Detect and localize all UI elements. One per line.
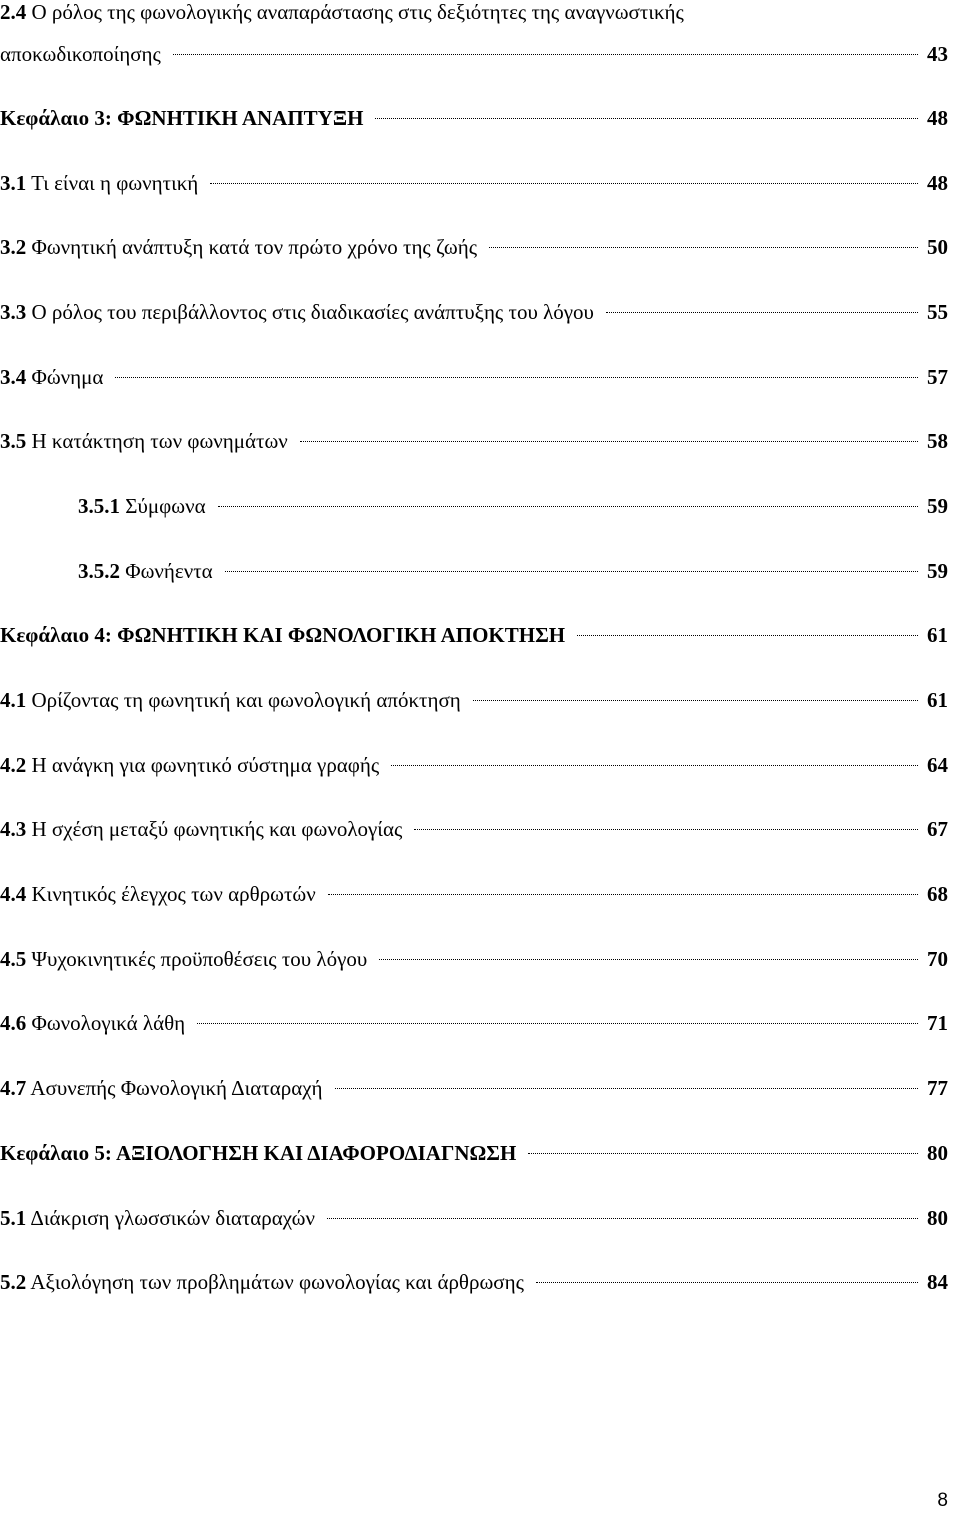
toc-entry-page: 77	[927, 1076, 948, 1100]
toc-entry-page: 55	[927, 300, 948, 324]
toc-entry-number: 3.2	[0, 235, 27, 259]
dot-leader	[115, 373, 918, 378]
toc-entry-page: 59	[927, 559, 948, 583]
dot-leader	[489, 243, 918, 248]
toc-entry-page: 48	[927, 171, 948, 195]
toc-entry-page: 80	[927, 1206, 948, 1230]
toc-chapter-heading[interactable]	[0, 100, 948, 136]
toc-entry-page: 61	[927, 688, 948, 712]
toc-entry[interactable]	[0, 1200, 948, 1236]
toc-entry-title: Ασυνεπής Φωνολογική Διαταραχή	[30, 1076, 323, 1100]
toc-entry-page: 50	[927, 235, 948, 259]
toc-chapter-heading[interactable]	[0, 1135, 948, 1171]
toc-entry-title: Κινητικός έλεγχος των αρθρωτών	[31, 882, 316, 906]
toc-entry-number: 3.5	[0, 429, 27, 453]
toc-entry-page: 43	[927, 42, 948, 66]
toc-entry-title: Κεφάλαιο 3: ΦΩΝΗΤΙΚΗ ΑΝΑΠΤΥΞΗ	[0, 106, 364, 130]
toc-entry-title: Κεφάλαιο 4: ΦΩΝΗΤΙΚΗ ΚΑΙ ΦΩΝΟΛΟΓΙΚΗ ΑΠΟΚΤΗΣΗ	[0, 623, 566, 647]
dot-leader	[473, 696, 918, 701]
toc-entry-number: 3.4	[0, 365, 27, 389]
dot-leader	[225, 567, 918, 572]
toc-entry-title: Ορίζοντας τη φωνητική και φωνολογική απόκτηση	[31, 688, 461, 712]
toc-entry-page: 64	[927, 753, 948, 777]
toc-entry-title: Ο ρόλος της φωνολογικής αναπαράστασης στις δεξιότητες της αναγνωστικής	[31, 0, 684, 24]
dot-leader	[327, 1214, 918, 1219]
dot-leader	[197, 1019, 918, 1024]
toc-entry-number: 4.6	[0, 1011, 27, 1035]
toc-entry-number: 3.3	[0, 300, 27, 324]
toc-entry-number: 5.1	[0, 1206, 27, 1230]
toc-entry-number: 4.1	[0, 688, 27, 712]
toc-entry[interactable]	[0, 229, 948, 265]
toc-entry-continuation	[0, 36, 948, 72]
toc-entry-number: 5.2	[0, 1270, 27, 1294]
toc-entry-title: Ο ρόλος του περιβάλλοντος στις διαδικασίες ανάπτυξης του λόγου	[31, 300, 594, 324]
toc-entry-number: 2.4	[0, 0, 27, 24]
toc-entry-number: 3.5.2	[78, 559, 120, 583]
toc-entry-title: Η σχέση μεταξύ φωνητικής και φωνολογίας	[31, 817, 403, 841]
toc-entry[interactable]	[0, 747, 948, 783]
toc-entry-number: 4.5	[0, 947, 27, 971]
toc-entry-number: 4.2	[0, 753, 27, 777]
toc-entry-title: Αξιολόγηση των προβλημάτων φωνολογίας και άρθρωσης	[30, 1270, 524, 1294]
toc-entry[interactable]	[0, 165, 948, 201]
toc-entry-number: 4.4	[0, 882, 27, 906]
toc-entry-title: Ψυχοκινητικές προϋποθέσεις του λόγου	[31, 947, 368, 971]
toc-entry-title-line	[0, 0, 948, 30]
toc-entry-title: Διάκριση γλωσσικών διαταραχών	[30, 1206, 315, 1230]
toc-entry[interactable]	[0, 1070, 948, 1106]
toc-entry-title: Φωνήεντα	[125, 559, 213, 583]
toc-entry-page: 84	[927, 1270, 948, 1294]
toc-entry[interactable]	[0, 1264, 948, 1300]
toc-entry-page: 57	[927, 365, 948, 389]
toc-entry-page: 80	[927, 1141, 948, 1165]
toc-entry-page: 68	[927, 882, 948, 906]
page-number: 8	[937, 1490, 948, 1511]
toc-entry-title: Φωνητική ανάπτυξη κατά τον πρώτο χρόνο της ζωής	[31, 235, 478, 259]
toc-entry-title-cont: αποκωδικοποίησης	[0, 42, 161, 66]
toc-entry-page: 59	[927, 494, 948, 518]
toc-entry[interactable]	[0, 1005, 948, 1041]
toc-entry[interactable]	[0, 294, 948, 330]
dot-leader	[218, 502, 918, 507]
toc-entry[interactable]	[0, 423, 948, 459]
dot-leader	[335, 1084, 918, 1089]
dot-leader	[173, 50, 918, 55]
toc-entry-title: Φωνολογικά λάθη	[31, 1011, 186, 1035]
dot-leader	[528, 1149, 918, 1154]
toc-entry-page: 48	[927, 106, 948, 130]
toc-entry-title: Η κατάκτηση των φωνημάτων	[31, 429, 288, 453]
dot-leader	[300, 437, 918, 442]
toc-entry-page: 58	[927, 429, 948, 453]
toc-subentry[interactable]	[78, 553, 948, 589]
dot-leader	[606, 308, 918, 313]
toc-entry-title: Σύμφωνα	[125, 494, 206, 518]
toc-entry-number: 4.3	[0, 817, 27, 841]
toc-entry-title: Τι είναι η φωνητική	[31, 171, 199, 195]
dot-leader	[379, 955, 918, 960]
toc-entry-title: Η ανάγκη για φωνητικό σύστημα γραφής	[31, 753, 380, 777]
toc-entry-number: 4.7	[0, 1076, 27, 1100]
dot-leader	[536, 1278, 918, 1283]
dot-leader	[391, 761, 918, 766]
toc-entry-number: 3.5.1	[78, 494, 120, 518]
toc-entry[interactable]	[0, 811, 948, 847]
toc-entry[interactable]	[0, 941, 948, 977]
toc-entry[interactable]	[0, 359, 948, 395]
toc-entry-title: Κεφάλαιο 5: ΑΞΙΟΛΟΓΗΣΗ ΚΑΙ ΔΙΑΦΟΡΟΔΙΑΓΝΩΣΗ	[0, 1141, 517, 1165]
toc-subentry[interactable]	[78, 488, 948, 524]
dot-leader	[328, 890, 918, 895]
toc-entry-page: 70	[927, 947, 948, 971]
toc-chapter-heading[interactable]	[0, 617, 948, 653]
toc-entry-page: 67	[927, 817, 948, 841]
toc-entry-page: 71	[927, 1011, 948, 1035]
dot-leader	[414, 825, 918, 830]
toc-entry-number: 3.1	[0, 171, 27, 195]
dot-leader	[577, 631, 918, 636]
toc-entry[interactable]	[0, 682, 948, 718]
dot-leader	[210, 179, 918, 184]
dot-leader	[375, 114, 918, 119]
toc-entry-title: Φώνημα	[31, 365, 104, 389]
toc-entry-page: 61	[927, 623, 948, 647]
toc-entry[interactable]	[0, 876, 948, 912]
